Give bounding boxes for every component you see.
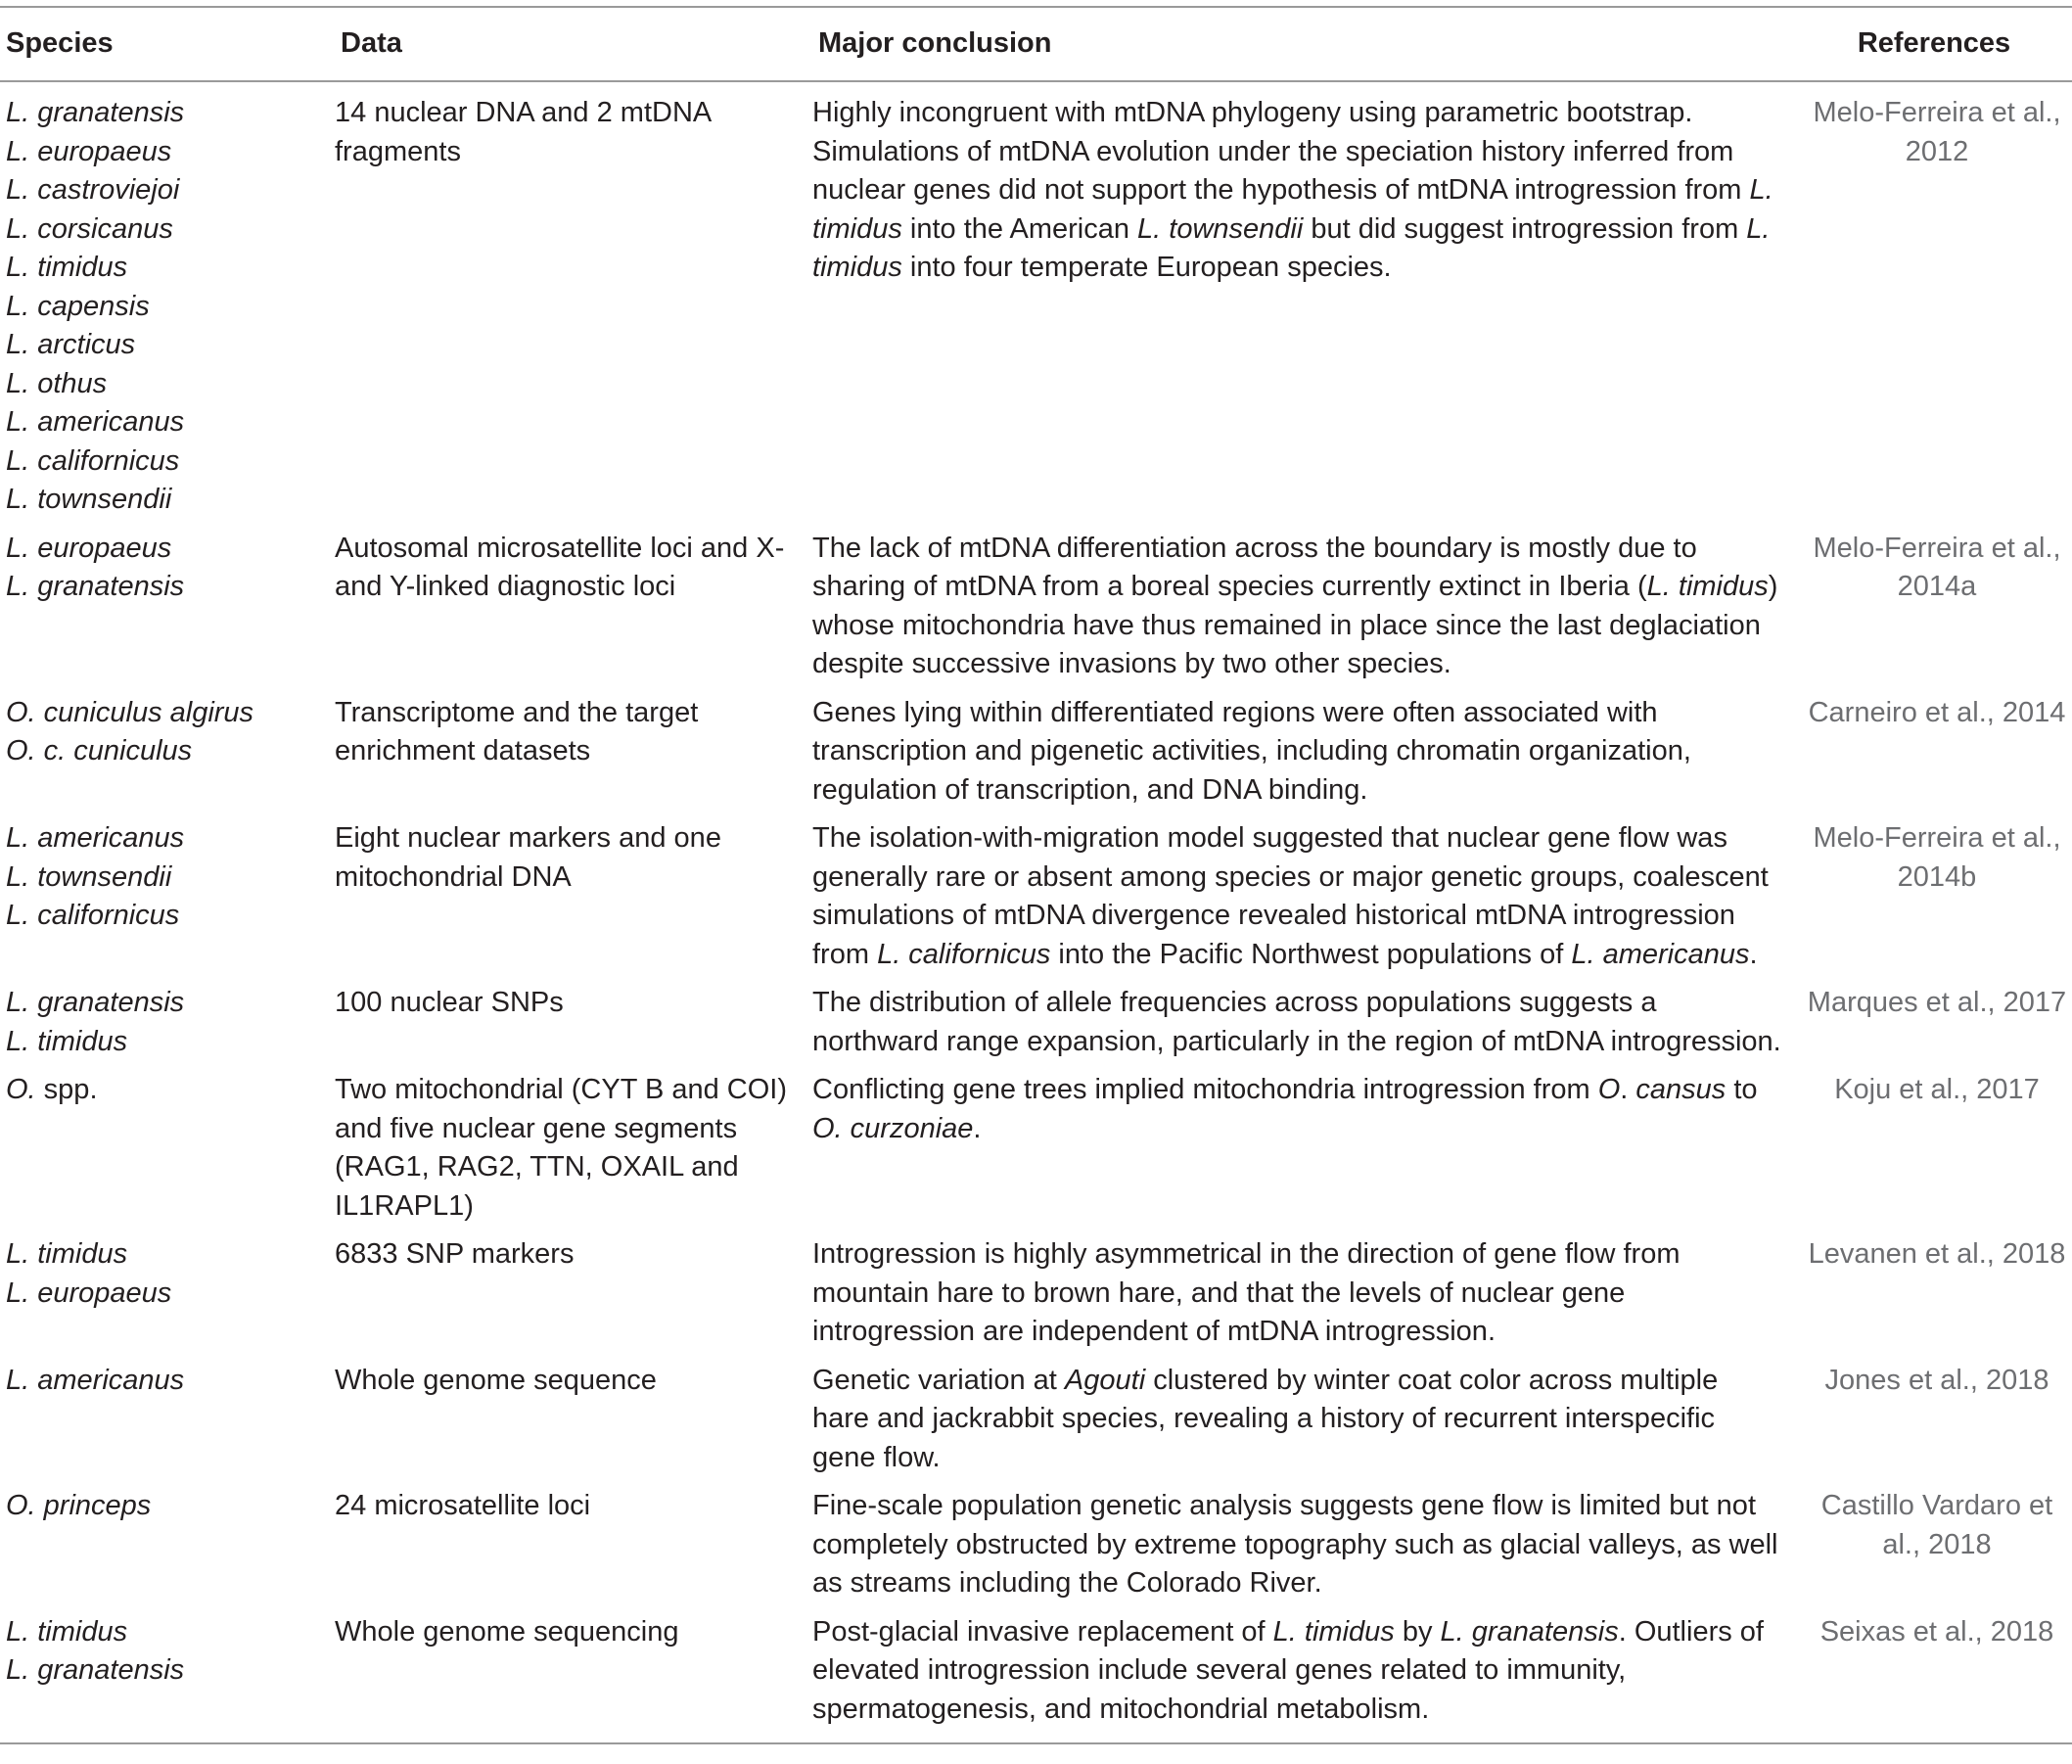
reference-cell: Melo-Ferreira et al., 2014b [1813,822,2061,893]
species-name-part: O. [6,1074,36,1105]
conclusion-italic-text: L. timidus [1272,1615,1395,1648]
table-row [0,978,2072,1065]
header-major-conclusion: Major conclusion [818,27,1052,60]
data-cell: Eight nuclear markers and one mitochondrial DNA [335,822,721,893]
reference-cell: Carneiro et al., 2014 [1808,696,2066,728]
conclusion-italic-text: L. timidus [812,212,1771,283]
conclusion-text: to [1726,1074,1758,1105]
conclusion-cell [812,1607,1796,1744]
species-name: L. californicus [6,444,180,477]
header-references: References [1857,27,2011,60]
reference-cell: Jones et al., 2018 [1824,1364,2049,1396]
conclusion-italic-text: cansus [1635,1074,1727,1105]
species-name: L. timidus [6,252,128,283]
conclusion-italic-text: O. curzoniae [812,1112,974,1144]
header-row [0,7,2072,81]
conclusion-italic-text: L. timidus [1646,571,1769,602]
species-name: L. arcticus [6,329,136,360]
conclusion-text: Genetic variation at [812,1364,1065,1396]
conclusion-text: Highly incongruent with mtDNA phylogeny using parametric bootstrap. Simulations of mtDNA evolution under the speciation history inferred from nuclear genes did not support the hypothesis of mtDNA introgression from [812,97,1750,206]
header-species: Species [6,27,114,60]
species-name: L. townsendii [6,860,172,893]
conclusion-text: Introgression is highly asymmetrical in the direction of gene flow from mountain hare to brown hare, and that the levels of nuclear gene introgression are independent of mtDNA introgression. [812,1238,1681,1347]
conclusion-text: into the American [901,212,1138,245]
species-cell [0,813,335,978]
conclusion-text: . [1620,1074,1636,1105]
species-name: L. townsendii [6,484,172,515]
conclusion-text: clustered by winter coat color across multiple hare and jackrabbit species, revealing a history of recurrent interspecific gene flow. [812,1364,1719,1473]
reference-cell: Castillo Vardaro et al., 2018 [1820,1490,2053,1560]
reference-cell: Seixas et al., 2018 [1819,1615,2054,1648]
species-name: L. capensis [6,290,150,322]
table-row [0,1065,2072,1230]
species-cell [0,524,335,688]
table-body [0,81,2072,1743]
reference-cell: Levanen et al., 2018 [1808,1238,2066,1270]
species-name: L. europaeus [6,135,172,167]
conclusion-cell [812,978,1796,1065]
conclusion-text: Post-glacial invasive replacement of [812,1615,1273,1648]
species-name: L. timidus [6,1615,128,1648]
species-name: L. corsicanus [6,212,173,245]
conclusion-text: but did suggest introgression from [1303,212,1747,245]
conclusion-text: The lack of mtDNA differentiation across the boundary is mostly due to sharing of mtDNA from a boreal species currently extinct in Iberia ( [812,532,1697,602]
species-cell [0,81,335,524]
data-cell: 14 nuclear DNA and 2 mtDNA fragments [335,97,711,167]
table-row [0,1230,2072,1356]
reference-cell: Koju et al., 2017 [1834,1074,2040,1105]
species-name: L. granatensis [6,987,185,1018]
species-name [6,1071,335,1110]
conclusion-cell [812,1481,1796,1607]
data-cell: Whole genome sequencing [335,1615,679,1648]
species-name: O. princeps [6,1490,152,1521]
conclusion-text: The distribution of allele frequencies across populations suggests a northward range expansion, particularly in the region of mtDNA introgression. [812,987,1781,1057]
conclusion-text: Genes lying within differentiated regions were often associated with transcription and pigenetic activities, including chromatin organization, regulation of transcription, and DNA binding. [812,696,1691,806]
conclusion-text: into four temperate European species. [901,252,1392,283]
species-name: L. othus [6,367,108,399]
data-cell: Whole genome sequence [335,1364,657,1396]
species-name: L. americanus [6,406,185,438]
conclusion-cell [812,1230,1796,1356]
species-cell [0,978,335,1065]
table-header [0,7,2072,81]
conclusion-italic-text: L. timidus [812,174,1773,245]
species-name: L. timidus [6,1025,128,1057]
data-cell: Autosomal microsatellite loci and X- and Y-linked diagnostic loci [335,532,785,602]
species-cell [0,688,335,814]
table-row [0,81,2072,524]
species-name: L. timidus [6,1238,128,1270]
conclusion-text: . [973,1112,982,1144]
table-row [0,813,2072,978]
table-row [0,524,2072,688]
conclusion-italic-text: Agouti [1064,1364,1146,1396]
conclusion-text: . [1749,938,1758,970]
table-row [0,1356,2072,1482]
reference-cell: Marques et al., 2017 [1807,987,2067,1018]
conclusion-italic-text: O [1597,1074,1621,1105]
conclusion-cell [812,688,1796,814]
reference-cell: Melo-Ferreira et al., 2012 [1813,97,2061,167]
conclusion-cell [812,81,1796,524]
species-name: L. europaeus [6,1277,172,1309]
conclusion-text: . Outliers of elevated introgression include several genes related to immunity, spermatogenesis, and mitochondrial metabolism. [812,1615,1764,1725]
species-name: L. castroviejoi [6,174,180,206]
species-name: O. cuniculus algirus [6,696,254,728]
species-cell [0,1065,335,1230]
species-cell [0,1230,335,1356]
species-name: L. californicus [6,900,180,931]
conclusion-italic-text: L. americanus [1571,938,1750,970]
species-name: L. americanus [6,1364,185,1396]
data-cell: Transcriptome and the target enrichment datasets [335,696,699,766]
conclusion-cell [812,1356,1796,1482]
table-row [0,1607,2072,1744]
species-cell [0,1356,335,1482]
reference-cell: Melo-Ferreira et al., 2014a [1813,532,2061,602]
conclusion-italic-text: L. granatensis [1440,1615,1619,1648]
species-name: L. granatensis [6,97,185,128]
conclusion-cell [812,524,1796,688]
conclusion-text: ) whose mitochondria have thus remained in place since the last deglaciation despite successive invasions by two other species. [812,571,1778,679]
conclusion-italic-text: L. townsendii [1137,212,1304,245]
species-cell [0,1481,335,1607]
table-row [0,1481,2072,1607]
conclusion-text: into the Pacific Northwest populations of [1050,938,1572,970]
species-cell [0,1607,335,1744]
species-name: L. granatensis [6,571,185,602]
conclusion-text: by [1394,1615,1441,1648]
conclusion-text: Conflicting gene trees implied mitochondria introgression from [812,1074,1598,1105]
species-name: O. c. cuniculus [6,735,193,766]
introgression-studies-table [0,6,2072,1744]
data-cell: Two mitochondrial (CYT B and COI) and five nuclear gene segments (RAG1, RAG2, TTN, OXAIL and IL1RAPL1) [335,1074,788,1222]
conclusion-text: Fine-scale population genetic analysis suggests gene flow is limited but not completely obstructed by extreme topography such as glacial valleys, as well as streams including the Colorado River. [812,1490,1778,1599]
data-cell: 100 nuclear SNPs [335,987,564,1018]
header-data: Data [341,27,402,60]
conclusion-text: The isolation-with-migration model suggested that nuclear gene flow was generally rare or absent among species or major genetic groups, coalescent simulations of mtDNA divergence revealed historical mtDNA introgression from [812,822,1769,970]
conclusion-cell [812,1065,1796,1230]
species-name-part: spp. [35,1074,98,1105]
species-name: L. americanus [6,822,185,854]
conclusion-italic-text: L. californicus [877,938,1051,970]
table-row [0,688,2072,814]
data-cell: 6833 SNP markers [335,1238,575,1270]
species-name: L. europaeus [6,532,172,564]
species-name: L. granatensis [6,1654,185,1686]
data-cell: 24 microsatellite loci [335,1490,591,1521]
conclusion-cell [812,813,1796,978]
